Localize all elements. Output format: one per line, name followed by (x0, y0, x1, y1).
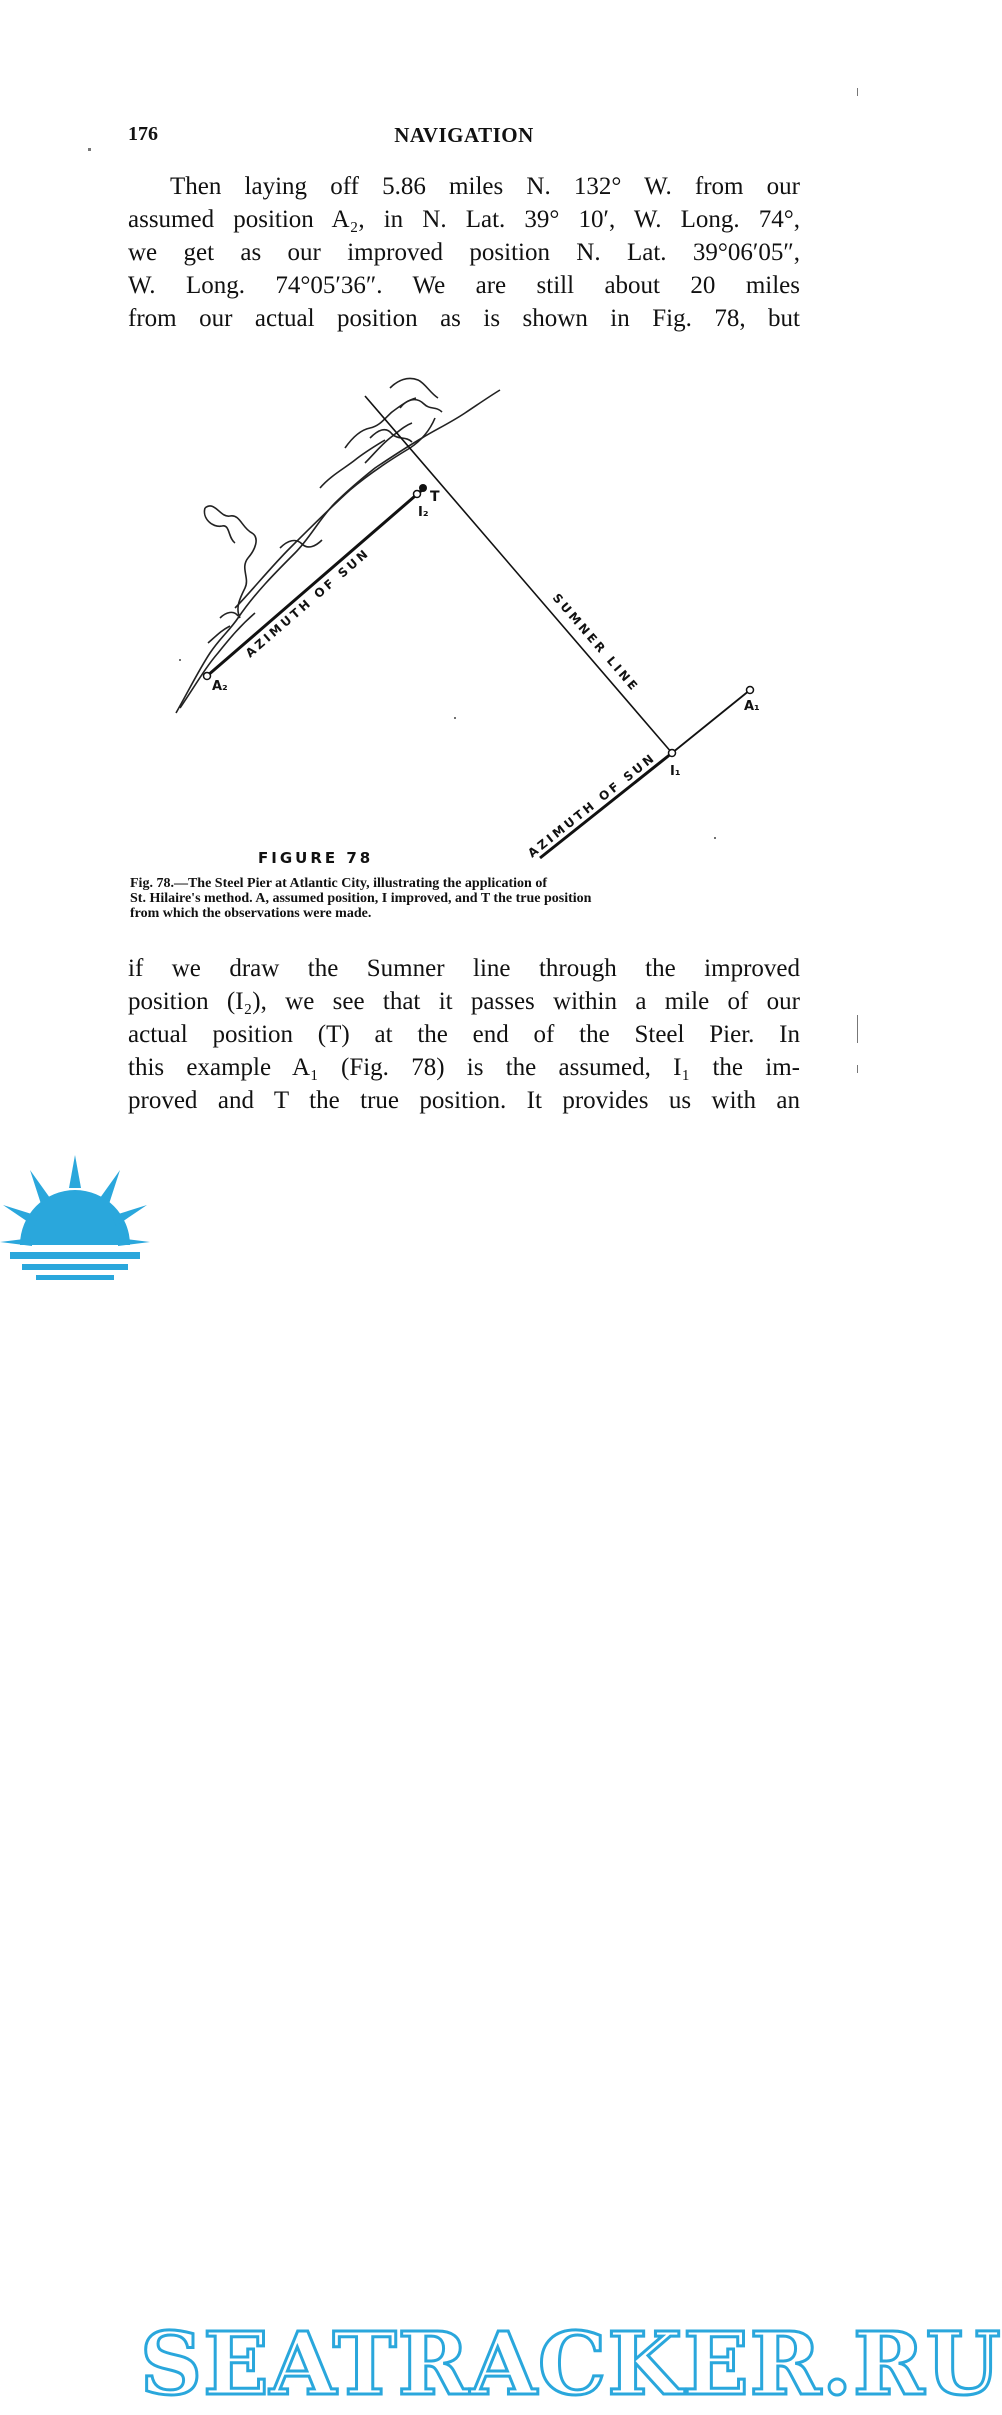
text-line: if we draw the Sumner line through the improved (128, 955, 800, 982)
page-number: 176 (128, 123, 158, 145)
text-line: W. Long. 74°05′36″. We are still about 20 miles (128, 272, 800, 299)
text-line: we get as our improved position N. Lat. 39°06′05″, (128, 239, 800, 266)
label-a1: A₁ (744, 699, 760, 714)
point-a1 (747, 687, 754, 694)
watermark-text: SEATRACKER.RU (140, 2314, 1002, 2415)
figure-78 (160, 368, 800, 873)
label-t: T (430, 489, 440, 505)
point-t (419, 484, 427, 492)
i1-a1-line (672, 690, 750, 753)
label-azimuth-upper: AZIMUTH OF SUN (242, 545, 373, 661)
text-line: position (I₂), we see that it passes within a mile of our (128, 988, 800, 1015)
caption-line: Fig. 78.—The Steel Pier at Atlantic City, illustrating the application of (130, 876, 547, 891)
sumner-line (365, 396, 672, 753)
text-line: assumed position A₂, in N. Lat. 39° 10′, W. Long. 74°, (128, 206, 800, 233)
sun-icon (0, 1150, 150, 1285)
label-i1: I₁ (670, 764, 681, 779)
label-i2: I₂ (418, 505, 429, 520)
text-line: this example A₁ (Fig. 78) is the assumed, I₁ the im- (128, 1054, 800, 1081)
azimuth-line-upper (207, 490, 422, 676)
paragraph-bottom (128, 952, 800, 1117)
page-header (128, 123, 800, 151)
coastline (176, 378, 500, 713)
point-i1 (669, 750, 676, 757)
running-title: NAVIGATION (394, 123, 534, 147)
paragraph-top (128, 170, 800, 335)
text-line: from our actual position as is shown in Fig. 78, but (128, 305, 800, 332)
label-sumner-line: SUMNER LINE (549, 590, 643, 695)
text-line: proved and T the true position. It provides us with an (128, 1087, 800, 1114)
label-a2: A₂ (212, 679, 228, 694)
text-line: Then laying off 5.86 miles N. 132° W. from our (170, 173, 800, 200)
caption-line: St. Hilaire's method. A, assumed position, I improved, and T the true position (130, 891, 592, 906)
label-azimuth-lower: AZIMUTH OF SUN (525, 750, 659, 861)
figure-diagram (160, 368, 800, 873)
figure-caption (130, 876, 800, 921)
watermark (0, 1150, 1002, 2415)
caption-line: from which the observations were made. (130, 906, 372, 921)
point-i2 (414, 491, 421, 498)
azimuth-line-lower (540, 753, 672, 858)
point-a2 (204, 673, 211, 680)
text-line: actual position (T) at the end of the Steel Pier. In (128, 1021, 800, 1048)
figure-label: FIGURE 78 (258, 849, 374, 867)
